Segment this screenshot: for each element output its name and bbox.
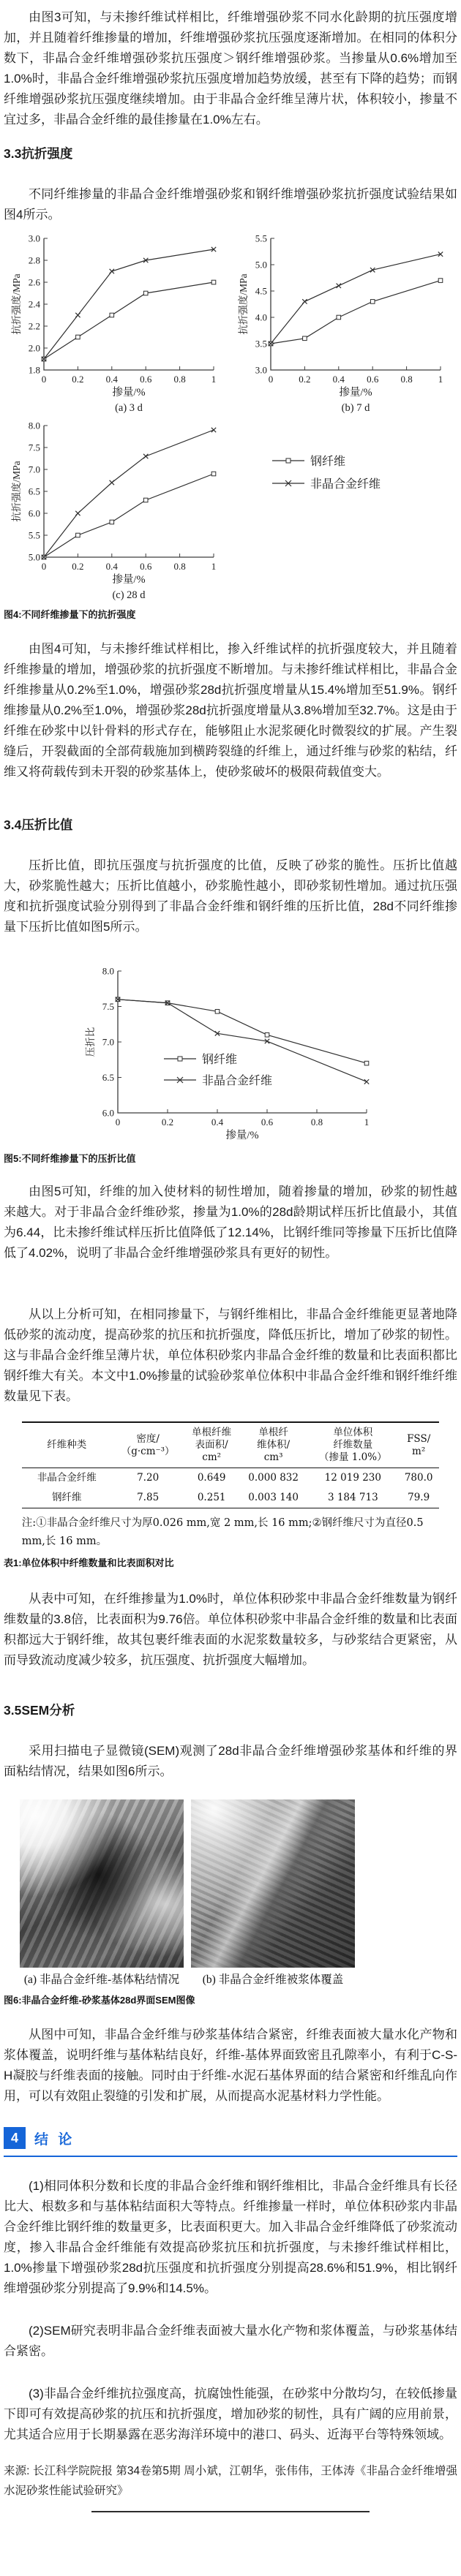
chart-flexural-strength-7d: [237, 231, 451, 415]
chart-flexural-strength-3d: [10, 231, 224, 415]
svg-text:0.2: 0.2: [161, 1117, 174, 1128]
svg-text:6.5: 6.5: [102, 1072, 114, 1083]
table-column-header: 单根纤 维体积/ cm³: [239, 1422, 308, 1468]
steel-fiber-line-marker-icon: [163, 1054, 197, 1063]
svg-text:0: 0: [268, 374, 274, 385]
amorphous-fiber-line-marker-icon: [163, 1076, 197, 1084]
svg-text:掺量/%: 掺量/%: [339, 387, 372, 399]
svg-text:7.0: 7.0: [28, 464, 40, 475]
table-column-header: 密度/ （g·cm⁻³）: [112, 1422, 184, 1468]
legend-label-amorphous: 非晶合金纤维: [202, 1075, 273, 1087]
svg-text:0.6: 0.6: [140, 374, 152, 385]
conclusion-1: (1)相同体积分数和长度的非晶合金纤维和钢纤维相比，非晶合金纤维具有长径比大、根数多和与基体粘结面积大等特点。纤维掺量一样时，单位体积砂浆内非晶合金纤维比钢纤维的数量更多，比表面积更大。加入非晶合金纤维降低了砂浆流动度，掺入非晶合金纤维能有效提高砂浆抗压和抗折强度，与未掺纤维试样相比，1.0%掺量下增强砂浆28d抗压强度和抗折强度分别提高28.6%和51.9%，相比钢纤维增强砂浆分别提高了9.9%和14.5%。: [4, 2179, 457, 2295]
svg-text:1: 1: [211, 374, 217, 385]
svg-text:0.8: 0.8: [173, 374, 186, 385]
table1-block: [22, 1421, 439, 1551]
table-column-header: 单位体积 纤维数量 （掺量 1.0%）: [308, 1422, 399, 1468]
figure6: [4, 1799, 457, 2007]
svg-text:2.2: 2.2: [28, 320, 40, 332]
legend-label-steel: 钢纤维: [202, 1054, 238, 1066]
conclusion-3: (3)非晶合金纤维抗拉强度高，抗腐蚀性能强，在砂浆中分散均匀，在较低掺量下即可有效提高砂浆的抗压和抗折强度，增加砂浆的韧性，具有广阔的应用前景，尤其适合应用于长期暴露在恶劣海洋环境中的港口、码头、近海平台等特殊领域。: [4, 2387, 457, 2441]
conclusion-2: (2)SEM研究表明非晶合金纤维表面被大量水化产物和浆体覆盖，与砂浆基体结合紧密。: [4, 2324, 457, 2358]
paragraph-analysis-summary: 从以上分析可知，在相同掺量下，与钢纤维相比，非晶合金纤维能更显著地降低砂浆的流动度，提高砂浆的抗压和抗折强度，降低压折比，增加了砂浆的韧性。这与非晶合金纤维呈薄片状，单位体积砂浆内非晶合金纤维的数量和比表面积都比钢纤维大有关。本文中1.0%掺量的试验砂浆单位体积中非晶合金纤维和钢纤维纤维数量见下表。: [4, 1307, 457, 1403]
bottom-divider: [91, 2511, 370, 2512]
svg-text:0.6: 0.6: [367, 374, 379, 385]
svg-text:7.0: 7.0: [102, 1036, 114, 1048]
svg-text:6.0: 6.0: [102, 1107, 114, 1119]
svg-text:3.0: 3.0: [28, 233, 40, 244]
paragraph-3-4-intro: 压折比值，即抗压强度与抗折强度的比值，反映了砂浆的脆性。压折比值越大，砂浆脆性越大；压折比值越小，砂浆脆性越小，即砂浆韧性增加。通过抗压强度和抗折强度试验分别得到了非晶合金纤维和钢纤维的压折比值，28d不同纤维掺量下压折比值如图5所示。: [4, 858, 457, 934]
svg-text:0: 0: [41, 561, 47, 572]
svg-text:压折比: 压折比: [85, 1027, 96, 1057]
svg-text:(a) 3 d: (a) 3 d: [115, 402, 143, 414]
svg-text:5.5: 5.5: [255, 233, 267, 244]
svg-text:3.0: 3.0: [255, 364, 267, 376]
steel-fiber-line-marker-icon: [271, 456, 305, 465]
svg-text:0: 0: [115, 1117, 121, 1128]
svg-text:5.0: 5.0: [28, 551, 40, 563]
figure4-caption: 图4:不同纤维掺量下的抗折强度: [4, 609, 136, 620]
svg-text:1.8: 1.8: [28, 364, 40, 376]
amorphous-fiber-line-marker-icon: [271, 479, 305, 488]
svg-text:2.6: 2.6: [28, 276, 40, 288]
svg-text:3.5: 3.5: [255, 338, 267, 350]
svg-text:0.4: 0.4: [332, 374, 345, 385]
svg-text:0.2: 0.2: [72, 561, 84, 572]
section4-header: [4, 2127, 457, 2157]
svg-text:8.0: 8.0: [102, 965, 114, 977]
svg-text:4.5: 4.5: [255, 285, 267, 297]
table-row: 钢纤维 7.85 0.251 0.003 140 3 184 713 79.9: [51, 1492, 430, 1503]
sem-caption-b: (b) 非晶合金纤维被浆体覆盖: [202, 1973, 344, 1986]
legend-item-steel-fiber: [163, 1050, 272, 1067]
svg-text:2.8: 2.8: [28, 254, 40, 266]
legend-label-amorphous: 非晶合金纤维: [310, 478, 381, 491]
svg-text:0.4: 0.4: [211, 1117, 224, 1128]
svg-text:7.5: 7.5: [28, 442, 40, 453]
legend-item-amorphous-fiber: [271, 475, 381, 491]
svg-text:6.0: 6.0: [28, 507, 40, 519]
svg-text:抗折强度/MPa: 抗折强度/MPa: [238, 273, 249, 335]
svg-text:0.6: 0.6: [261, 1117, 274, 1128]
chart-flexural-strength-28d: [10, 418, 224, 603]
legend-item-steel-fiber: [271, 452, 381, 469]
svg-text:6.5: 6.5: [28, 486, 40, 497]
svg-text:2.4: 2.4: [28, 298, 40, 310]
table-column-header: 单根纤维 表面积/ cm²: [184, 1422, 239, 1468]
figure4-legend: [271, 452, 381, 603]
legend-label-steel: 钢纤维: [310, 456, 346, 468]
paragraph-3-3-intro: 不同纤维掺量的非晶合金纤维增强砂浆和钢纤维增强砂浆抗折强度试验结果如图4所示。: [4, 187, 457, 222]
svg-text:0: 0: [41, 374, 47, 385]
table-header-row: [22, 1422, 439, 1468]
fiber-comparison-table: [22, 1421, 439, 1508]
figure4: [4, 231, 457, 622]
svg-text:掺量/%: 掺量/%: [112, 574, 146, 586]
heading-section-3-4: 3.4压折比值: [4, 817, 73, 832]
paragraph-sem-discussion: 从图中可知，非晶合金纤维与砂浆基体结合紧密，纤维表面被大量水化产物和浆体覆盖，说明纤维与基体粘结良好，纤维-基体界面致密且孔隙率小，有利于C-S-H凝胶与纤维表面的接触。同时由于纤维-水泥石基体界面的结合紧密和纤维乱向作用，可以有效阻止裂缝的引发和扩展，从而提高水泥基材料力学性能。: [4, 2028, 457, 2103]
svg-text:0.4: 0.4: [105, 374, 118, 385]
svg-text:8.0: 8.0: [28, 420, 40, 431]
svg-text:(c) 28 d: (c) 28 d: [112, 589, 146, 601]
table-column-header: FSS/ m²: [398, 1422, 439, 1468]
paragraph-sem-intro: 采用扫描电子显微镜(SEM)观测了28d非晶合金纤维增强砂浆基体和纤维的界面粘结情况，结果如图6所示。: [4, 1744, 457, 1778]
legend-item-amorphous-fiber: [163, 1071, 272, 1088]
svg-text:4.0: 4.0: [255, 311, 267, 323]
svg-text:0.2: 0.2: [72, 374, 84, 385]
table1-note: 注:①非晶合金纤维尺寸为厚0.026 mm,宽 2 mm,长 16 mm;②钢纤维尺寸为直径0.5 mm,长 16 mm。: [21, 1517, 424, 1547]
svg-text:1: 1: [364, 1117, 370, 1128]
sem-caption-a: (a) 非晶合金纤维-基体粘结情况: [23, 1973, 180, 1986]
svg-text:(b) 7 d: (b) 7 d: [341, 402, 370, 414]
sem-image-fiber-matrix-bond: [20, 1799, 184, 1968]
sem-image-fiber-covered-by-paste: [191, 1799, 355, 1968]
table-row: 非晶合金纤维 7.20 0.649 0.000 832 12 019 230 780.0: [37, 1472, 433, 1484]
svg-text:抗折强度/MPa: 抗折强度/MPa: [11, 273, 22, 335]
svg-text:0.8: 0.8: [400, 374, 413, 385]
paragraph-table-discussion: 从表中可知，在纤维掺量为1.0%时，单位体积砂浆中非晶合金纤维数量为钢纤维数量的3.8倍，比表面积为9.76倍。单位体积砂浆中非晶合金纤维的数量和比表面积都远大于钢纤维，故其包裹纤维表面的水泥浆数量较多，与砂浆结合更紧密，从而导致流动度减少较多，抗压强度、抗折强度大幅增加。: [4, 1592, 457, 1667]
svg-text:0.6: 0.6: [140, 561, 152, 572]
svg-text:抗折强度/MPa: 抗折强度/MPa: [11, 461, 22, 522]
svg-text:5.5: 5.5: [28, 529, 40, 541]
section4-title: 结 论: [34, 2131, 75, 2148]
source-line: 来源: 长江科学院院报 第34卷第5期 周小斌，江朝华，张伟伟，王体涛《非晶合金纤维增强水泥砂浆性能试验研究》: [4, 2465, 457, 2497]
svg-text:1: 1: [211, 561, 217, 572]
heading-section-3-5: 3.5SEM分析: [4, 1703, 75, 1718]
figure5: [4, 964, 457, 1166]
svg-text:7.5: 7.5: [102, 1001, 114, 1012]
table-column-header: 纤维种类: [22, 1422, 112, 1468]
paragraph-fig4-discussion: 由图4可知，与未掺纤维试样相比，掺入纤维试样的抗折强度较大，并且随着纤维掺量的增加，增强砂浆的抗折强度不断增加。与未掺纤维试样相比，非晶合金纤维掺量从0.2%至1.0%，增强砂浆28d抗折强度增量从15.4%增加至51.9%。钢纤维掺量从0.2%至1.0%，增强砂浆28d抗折强度增量从3.8%增加至32.7%。这是由于纤维在砂浆中以针骨料的形式存在，能够阻止水泥浆硬化时微裂纹的扩展。产生裂缝后，开裂截面的全部荷载施加到横跨裂缝的纤维上，通过纤维与砂浆的粘结，纤维又将荷载传到未开裂的砂浆基体上，使砂浆破坏的极限荷载值变大。: [4, 642, 457, 779]
paragraph-fig3-discussion: 由图3可知，与未掺纤维试样相比，纤维增强砂浆不同水化龄期的抗压强度增加，并且随着纤维掺量的增加，纤维增强砂浆抗压强度逐渐增加。在相同的体积分数下，非晶合金纤维增强砂浆抗压强度＞钢纤维增强砂浆。当掺量从0.6%增加至1.0%时，非晶合金纤维增强砂浆抗压强度增加趋势放缓，甚至有下降的趋势；而钢纤维增强砂浆抗压强度继续增加。由于非晶合金纤维呈薄片状，体积较小，掺量不宜过多，非晶合金纤维的最佳掺量在1.0%左右。: [4, 10, 457, 126]
svg-text:0.8: 0.8: [310, 1117, 323, 1128]
svg-text:0.4: 0.4: [105, 561, 118, 572]
svg-text:2.0: 2.0: [28, 342, 40, 354]
figure5-caption: 图5:不同纤维掺量下的压折比值: [4, 1153, 136, 1164]
svg-text:0.2: 0.2: [299, 374, 311, 385]
paragraph-fig5-discussion: 由图5可知，纤维的加入使材料的韧性增加，随着掺量的增加，砂浆的韧性越来越大。对于非晶合金纤维砂浆，掺量为1.0%的28d龄期试样压折比值最小，其值为6.44，比未掺纤维试样压折比值降低了12.14%，比钢纤维同等掺量下压折比值降低了4.02%，说明了非晶合金纤维增强砂浆具有更好的韧性。: [4, 1185, 457, 1260]
heading-section-3-3: 3.3抗折强度: [4, 146, 73, 161]
table1-caption: 表1:单位体积中纤维数量和比表面积对比: [4, 1557, 174, 1568]
svg-text:5.0: 5.0: [255, 259, 267, 271]
svg-text:0.8: 0.8: [173, 561, 186, 572]
svg-text:1: 1: [438, 374, 443, 385]
figure6-caption: 图6:非晶合金纤维-砂浆基体28d界面SEM图像: [4, 1995, 195, 2006]
svg-text:掺量/%: 掺量/%: [225, 1130, 259, 1141]
section4-number-badge: 4: [4, 2127, 26, 2149]
figure5-legend: [163, 1050, 272, 1088]
svg-text:掺量/%: 掺量/%: [112, 387, 146, 399]
